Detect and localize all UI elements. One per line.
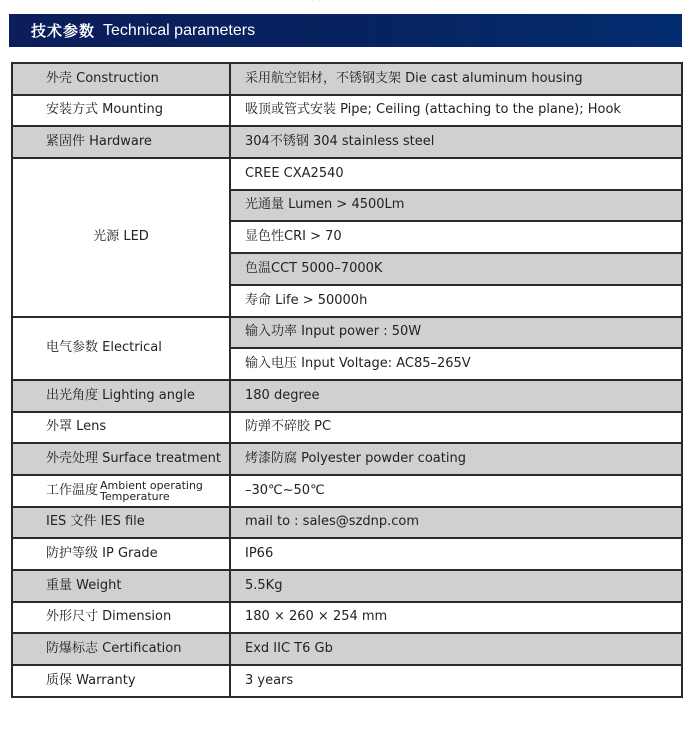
table-row-lens: [12, 412, 682, 444]
temperature-label-cn: 工作温度: [46, 482, 99, 498]
row-value: 输入功率 Input power : 50W: [230, 317, 682, 349]
row-label: 外壳处理 Surface treatment: [12, 443, 230, 475]
row-value: 3 years: [230, 665, 682, 697]
row-value: 光通量 Lumen > 4500Lm: [230, 190, 682, 222]
table-row-weight: [12, 570, 682, 602]
row-value: Exd IIC T6 Gb: [230, 633, 682, 665]
temperature-label-en-line1: Ambient operating: [100, 478, 203, 492]
row-value: 采用航空铝材，不锈钢支架 Die cast aluminum housing: [230, 63, 682, 95]
row-label: 外罩 Lens: [12, 412, 230, 444]
section-title-en: Technical parameters: [103, 21, 256, 39]
row-value: 寿命 Life > 50000h: [230, 285, 682, 317]
section-header-banner: [9, 14, 682, 47]
row-value: CREE CXA2540: [230, 158, 682, 190]
row-value: IP66: [230, 538, 682, 570]
table-row-ip-grade: [12, 538, 682, 570]
row-value: 304不锈钢 304 stainless steel: [230, 126, 682, 158]
table-row-electrical-1: [12, 317, 682, 349]
ies-email-value: mail to : sales@szdnp.com: [230, 507, 682, 539]
row-label: 防护等级 IP Grade: [12, 538, 230, 570]
row-value: 吸顶或管式安装 Pipe; Ceiling (attaching to the plane); Hook: [230, 95, 682, 127]
table-row-certification: [12, 633, 682, 665]
table-row-surface-treatment: [12, 443, 682, 475]
row-value: 180 degree: [230, 380, 682, 412]
temperature-label-stack: [46, 480, 203, 502]
row-label-electrical: 电气参数 Electrical: [12, 317, 230, 380]
temperature-label-en: [100, 480, 203, 502]
section-title-cn: 技术参数: [31, 22, 96, 40]
row-value: 烤漆防腐 Polyester powder coating: [230, 443, 682, 475]
table-row-hardware: [12, 126, 682, 158]
row-value: –30℃~50℃: [230, 475, 682, 507]
row-value: 显色性CRI > 70: [230, 221, 682, 253]
row-value: 色温CCT 5000–7000K: [230, 253, 682, 285]
row-label: 质保 Warranty: [12, 665, 230, 697]
table-row-mounting: [12, 95, 682, 127]
table-row-temperature: [12, 475, 682, 507]
table-row-dimension: [12, 602, 682, 634]
row-label-led: 光源 LED: [12, 158, 230, 316]
row-value: 5.5Kg: [230, 570, 682, 602]
row-label: 出光角度 Lighting angle: [12, 380, 230, 412]
row-value: 输入电压 Input Voltage: AC85–265V: [230, 348, 682, 380]
technical-parameters-table: [11, 62, 683, 698]
row-label: 紧固件 Hardware: [12, 126, 230, 158]
table-row-lighting-angle: [12, 380, 682, 412]
table-row-construction: [12, 63, 682, 95]
table-row-warranty: [12, 665, 682, 697]
row-label: 安装方式 Mounting: [12, 95, 230, 127]
page-top-mark: · ·: [311, 0, 323, 5]
table-row-ies-file: [12, 507, 682, 539]
temperature-label-en-line2: Temperature: [100, 489, 170, 503]
row-label: 外形尺寸 Dimension: [12, 602, 230, 634]
row-label: 外壳 Construction: [12, 63, 230, 95]
row-value: 180 × 260 × 254 mm: [230, 602, 682, 634]
row-label: 重量 Weight: [12, 570, 230, 602]
row-label-temperature: [12, 475, 230, 507]
row-label: 防爆标志 Certification: [12, 633, 230, 665]
row-value: 防弹不碎胶 PC: [230, 412, 682, 444]
table-row-led-1: [12, 158, 682, 190]
row-label: IES 文件 IES file: [12, 507, 230, 539]
